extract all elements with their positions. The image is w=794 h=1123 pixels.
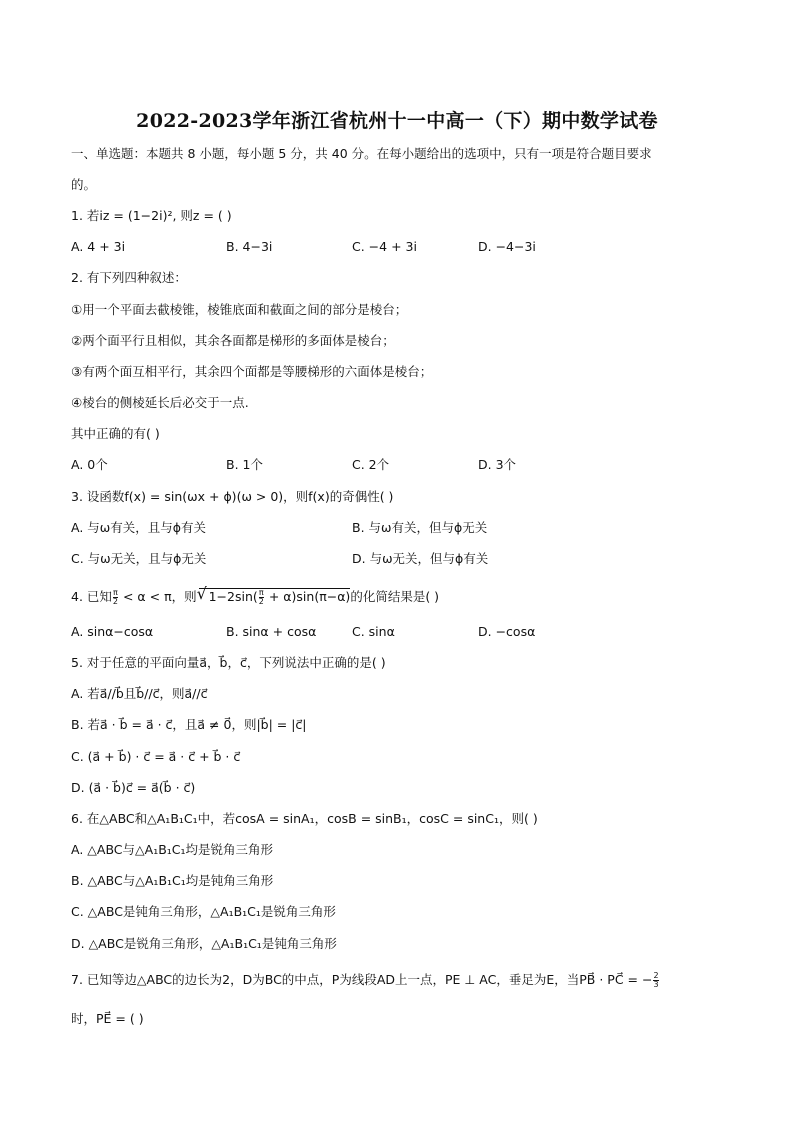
question-4-option-d: D. −cosα — [478, 624, 536, 639]
fraction-numerator: π — [258, 588, 264, 597]
question-3-option-a: A. 与ω有关，且与ϕ有关 — [71, 520, 206, 535]
fraction-denominator: 2 — [258, 597, 264, 606]
radicand-end: + α)sin(π−α) — [264, 589, 351, 604]
question-7-stem — [71, 972, 660, 989]
question-4-option-a: A. sinα−cosα — [71, 624, 154, 639]
question-5-option-c: C. (a⃗ + b⃗) · c⃗ = a⃗ · c⃗ + b⃗ · c⃗ — [71, 749, 241, 764]
question-5-stem: 5. 对于任意的平面向量a⃗，b⃗，c⃗，下列说法中正确的是( ) — [71, 655, 386, 670]
question-2-option-d: D. 3个 — [478, 457, 517, 472]
question-6-option-b: B. △ABC与△A₁B₁C₁均是钝角三角形 — [71, 873, 274, 888]
question-2-item-2: ②两个面平行且相似，其余各面都是梯形的多面体是棱台； — [71, 333, 395, 348]
question-3-option-c: C. 与ω无关，且与ϕ无关 — [71, 551, 207, 566]
question-2-option-b: B. 1个 — [226, 457, 263, 472]
question-1-option-a: A. 4 + 3i — [71, 239, 126, 254]
question-2-item-3: ③有两个面互相平行，其余四个面都是等腰梯形的六面体是棱台； — [71, 364, 433, 379]
question-6-stem: 6. 在△ABC和△A₁B₁C₁中，若cosA = sinA₁，cosB = sinB₁，cosC = sinC₁，则( ) — [71, 811, 538, 826]
question-2-item-4: ④棱台的侧棱延长后必交于一点. — [71, 395, 249, 410]
question-4-option-c: C. sinα — [352, 624, 395, 639]
question-7-stem-text: 7. 已知等边△ABC的边长为2，D为BC的中点，P为线段AD上一点，PE ⊥ AC，垂足为E，当PB⃗ · PC⃗ = − — [71, 972, 653, 987]
fraction-numerator: 2 — [653, 971, 659, 980]
question-5-option-b: B. 若a⃗ · b⃗ = a⃗ · c⃗，且a⃗ ≠ 0⃗，则|b⃗| = |c⃗| — [71, 717, 307, 732]
fraction-denominator: 3 — [653, 980, 659, 989]
question-1-option-c: C. −4 + 3i — [352, 239, 417, 254]
pi-over-2-fraction-inner — [259, 589, 264, 606]
question-2-item-1: ①用一个平面去截棱锥，棱锥底面和截面之间的部分是棱台； — [71, 302, 408, 317]
question-2-question: 其中正确的有( ) — [71, 426, 160, 441]
question-4-stem-lead: 4. 已知 — [71, 589, 112, 604]
question-1-option-d: D. −4−3i — [478, 239, 536, 254]
fraction-numerator: π — [113, 588, 118, 597]
question-5-option-d: D. (a⃗ · b⃗)c⃗ = a⃗(b⃗ · c⃗) — [71, 780, 196, 795]
question-5-option-a: A. 若a⃗//b⃗且b⃗//c⃗，则a⃗//c⃗ — [71, 686, 208, 701]
question-6-option-a: A. △ABC与△A₁B₁C₁均是锐角三角形 — [71, 842, 274, 857]
two-thirds-fraction — [653, 972, 658, 989]
question-2-option-c: C. 2个 — [352, 457, 390, 472]
question-6-option-c: C. △ABC是钝角三角形，△A₁B₁C₁是锐角三角形 — [71, 904, 336, 919]
radicand-start: 1−2sin( — [208, 589, 258, 604]
pi-over-2-fraction — [113, 589, 118, 606]
question-4-stem — [71, 588, 439, 606]
square-root-expression — [199, 588, 351, 606]
question-4-option-b: B. sinα + cosα — [226, 624, 317, 639]
question-2-stem: 2. 有下列四种叙述： — [71, 270, 187, 285]
fraction-denominator: 2 — [112, 597, 118, 606]
question-4-condition: < α < π，则 — [119, 589, 197, 604]
section-instructions-line1: 一、单选题：本题共 8 小题，每小题 5 分，共 40 分。在每小题给出的选项中，只有一项是符合题目要求 — [71, 146, 652, 161]
question-7-stem-continued: 时，PE⃗ = ( ) — [71, 1011, 144, 1026]
question-2-option-a: A. 0个 — [71, 457, 108, 472]
question-3-stem: 3. 设函数f(x) = sin(ωx + ϕ)(ω > 0)，则f(x)的奇偶性( ) — [71, 489, 394, 504]
section-instructions-line2: 的。 — [71, 177, 97, 192]
question-1-option-b: B. 4−3i — [226, 239, 273, 254]
question-3-option-b: B. 与ω有关，但与ϕ无关 — [352, 520, 488, 535]
question-1-stem: 1. 若iz = (1−2i)², 则z = ( ) — [71, 208, 232, 223]
question-3-option-d: D. 与ω无关，但与ϕ有关 — [352, 551, 489, 566]
page-title: 2022-2023学年浙江省杭州十一中高一（下）期中数学试卷 — [136, 110, 658, 132]
question-6-option-d: D. △ABC是锐角三角形，△A₁B₁C₁是钝角三角形 — [71, 936, 337, 951]
question-4-stem-tail: 的化简结果是( ) — [350, 589, 440, 604]
